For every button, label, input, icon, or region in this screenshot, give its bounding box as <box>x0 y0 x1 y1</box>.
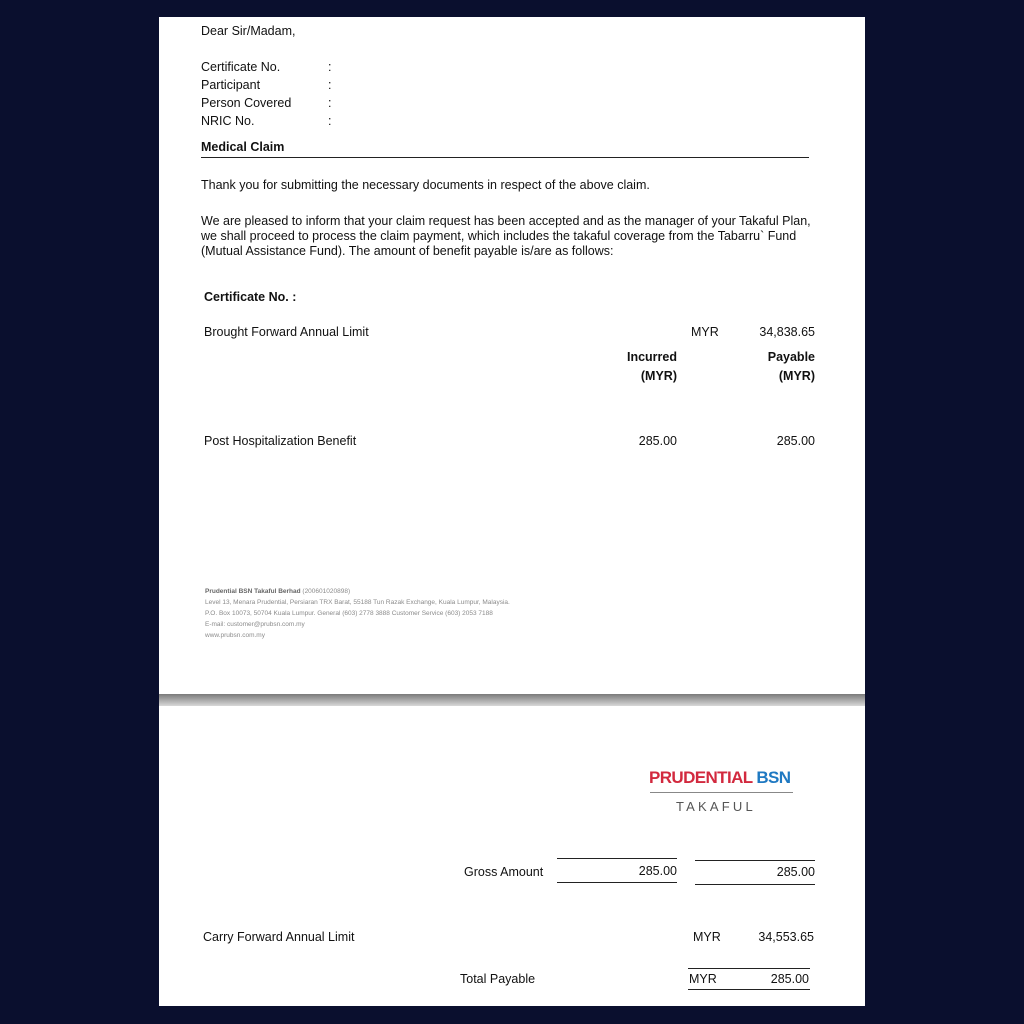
gross-payable-top-rule <box>695 860 815 861</box>
incurred-unit: (MYR) <box>640 369 677 383</box>
carry-forward-currency: MYR <box>693 930 721 944</box>
letter-page-1 <box>159 17 865 694</box>
person-covered-colon: : <box>328 96 332 110</box>
footer-address: Level 13, Menara Prudential, Persiaran TRX Barat, 55188 Tun Razak Exchange, Kuala Lumpur, Malaysia. <box>205 599 510 606</box>
footer-email: E-mail: customer@prubsn.com.my <box>205 621 305 628</box>
body-paragraph: We are pleased to inform that your claim request has been accepted and as the manager of your Takaful Plan, we shall proceed to process the claim payment, which includes the takaful coverage from the Tabarru` Fund (Mutual Assistance Fund). The amount of benefit payable is/are as follows: <box>201 214 811 258</box>
subject-rule <box>201 157 809 158</box>
participant-colon: : <box>328 78 332 92</box>
carry-forward-amount: 34,553.65 <box>758 930 814 944</box>
total-payable-label: Total Payable <box>460 972 536 986</box>
thanks-paragraph: Thank you for submitting the necessary documents in respect of the above claim. <box>201 178 650 192</box>
footer-company-line <box>205 587 350 598</box>
gross-incurred: 285.00 <box>638 864 677 878</box>
brought-forward-label: Brought Forward Annual Limit <box>204 325 369 339</box>
logo-brand-blue: BSN <box>756 768 791 787</box>
brought-forward-currency: MYR <box>691 325 719 339</box>
subject-heading: Medical Claim <box>201 140 285 154</box>
footer-company: Prudential BSN Takaful Berhad <box>205 588 301 595</box>
person-covered-label: Person Covered <box>201 96 292 110</box>
benefit-label: Post Hospitalization Benefit <box>204 434 357 448</box>
certificate-heading: Certificate No. : <box>204 290 297 304</box>
gross-incurred-top-rule <box>557 858 677 859</box>
footer-po-box: P.O. Box 10073, 50704 Kuala Lumpur. General (603) 2778 3888 Customer Service (603) 2053 7188 <box>205 610 493 617</box>
logo-subtitle: TAKAFUL <box>676 799 756 814</box>
letter-page-2 <box>159 706 865 1006</box>
incurred-header: Incurred <box>626 350 677 364</box>
payable-unit: (MYR) <box>778 369 815 383</box>
certificate-no-label: Certificate No. <box>201 60 281 74</box>
benefit-incurred: 285.00 <box>638 434 677 448</box>
payable-header: Payable <box>767 350 815 364</box>
gross-payable-bottom-rule <box>695 884 815 885</box>
total-bottom-rule <box>688 989 810 990</box>
benefit-payable: 285.00 <box>776 434 815 448</box>
greeting: Dear Sir/Madam, <box>201 24 296 38</box>
certificate-no-colon: : <box>328 60 332 74</box>
company-logo <box>649 768 790 788</box>
participant-label: Participant <box>201 78 261 92</box>
logo-brand-red: PRUDENTIAL <box>649 768 753 787</box>
total-amount: 285.00 <box>770 972 809 986</box>
brought-forward-amount: 34,838.65 <box>759 325 815 339</box>
total-currency: MYR <box>689 972 717 986</box>
gross-incurred-bottom-rule <box>557 882 677 883</box>
page-break-shadow <box>159 694 865 706</box>
gross-amount-label: Gross Amount <box>464 865 544 879</box>
nric-label: NRIC No. <box>201 114 255 128</box>
footer-website: www.prubsn.com.my <box>205 632 265 639</box>
gross-payable: 285.00 <box>776 865 815 879</box>
footer-reg-no: (200601020898) <box>302 588 351 595</box>
logo-divider <box>650 792 793 793</box>
carry-forward-label: Carry Forward Annual Limit <box>203 930 355 944</box>
total-top-rule <box>688 968 810 969</box>
nric-colon: : <box>328 114 332 128</box>
